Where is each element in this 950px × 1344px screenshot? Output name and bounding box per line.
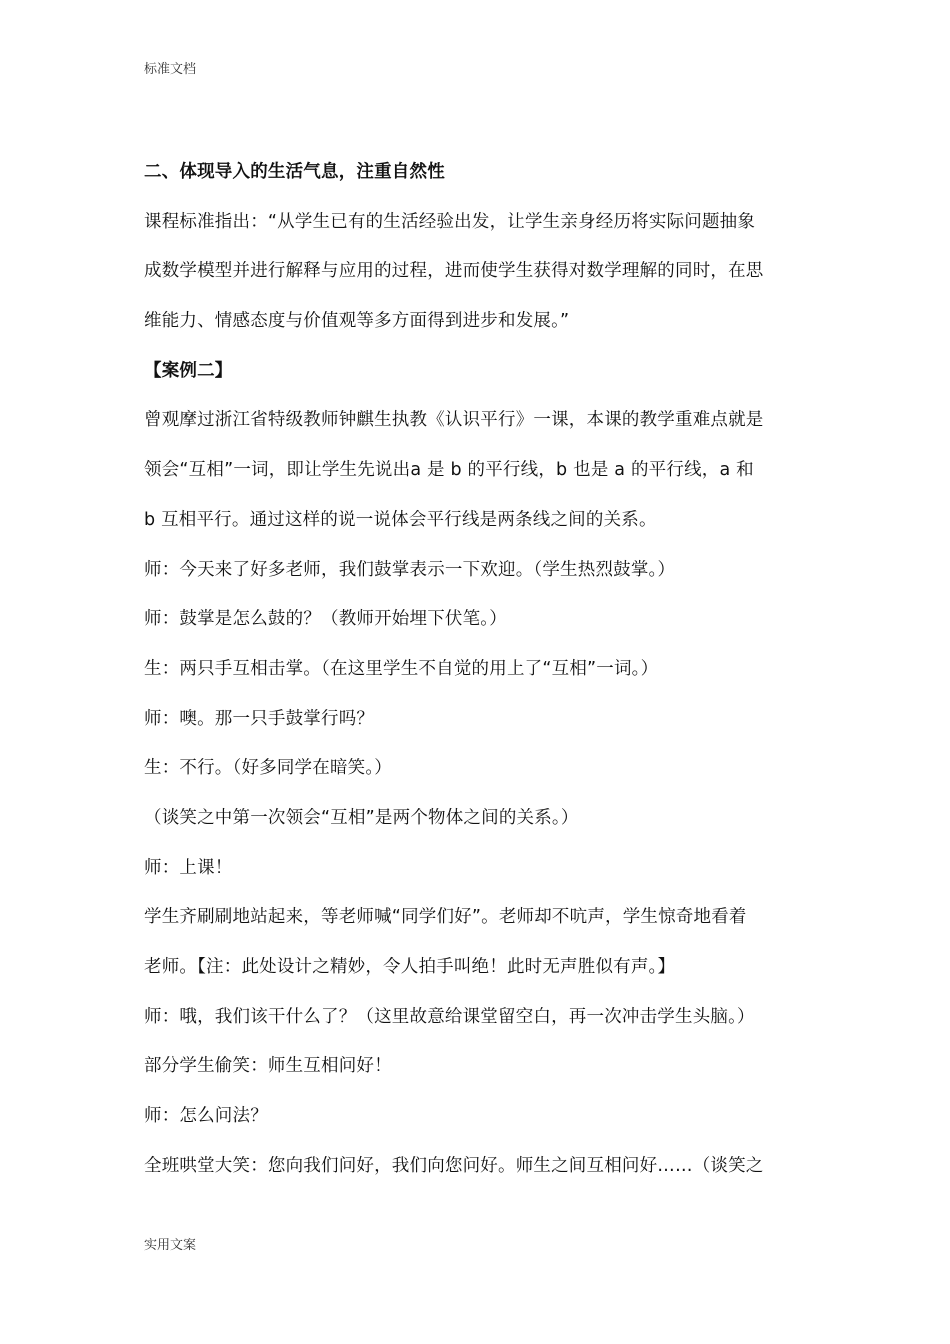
page-footer: 实用文案 [144, 1238, 197, 1253]
case-heading: 【案例二】 [144, 360, 233, 381]
dialogue-line: 师：怎么问法？ [144, 1106, 268, 1127]
page-header: 标准文档 [144, 62, 197, 77]
paragraph-line: 成数学模型并进行解释与应用的过程，进而使学生获得对数学理解的同时，在思 [144, 261, 764, 282]
document-body [144, 148, 816, 1191]
dialogue-line: 师：上课！ [144, 857, 233, 878]
dialogue-line: 生：不行。（好多同学在暗笑。） [144, 758, 392, 779]
dialogue-line: （谈笑之中第一次领会“互相”是两个物体之间的关系。） [144, 807, 579, 828]
paragraph-line: 曾观摩过浙江省特级教师钟麒生执教《认识平行》一课，本课的教学重难点就是 [144, 410, 764, 431]
dialogue-line: 全班哄堂大笑：您向我们问好，我们向您问好。师生之间互相问好……（谈笑之 [144, 1155, 764, 1176]
paragraph-line: 老师。【注：此处设计之精妙，令人拍手叫绝！此时无声胜似有声。】 [144, 957, 676, 977]
dialogue-line: 师：今天来了好多老师，我们鼓掌表示一下欢迎。（学生热烈鼓掌。） [144, 559, 676, 580]
paragraph-line: 课程标准指出：“从学生已有的生活经验出发，让学生亲身经历将实际问题抽象 [144, 211, 756, 232]
paragraph-line: 学生齐刷刷地站起来，等老师喊“同学们好”。老师却不吭声，学生惊奇地看着 [144, 907, 747, 928]
dialogue-line: 生：两只手互相击掌。（在这里学生不自觉的用上了“互相”一词。） [144, 658, 659, 679]
dialogue-line: 师：哦，我们该干什么了？（这里故意给课堂留空白，再一次冲击学生头脑。） [144, 1006, 755, 1027]
paragraph-line: b 互相平行。通过这样的说一说体会平行线是两条线之间的关系。 [144, 509, 657, 530]
dialogue-line: 师：鼓掌是怎么鼓的？（教师开始埋下伏笔。） [144, 609, 507, 630]
section-heading: 二、体现导入的生活气息，注重自然性 [144, 162, 445, 182]
dialogue-line: 部分学生偷笑：师生互相问好！ [144, 1056, 392, 1077]
dialogue-line: 师：噢。那一只手鼓掌行吗？ [144, 708, 375, 729]
paragraph-line: 维能力、情感态度与价值观等多方面得到进步和发展。” [144, 311, 570, 332]
paragraph-line: 领会“互相”一词，即让学生先说出a 是 b 的平行线，b 也是 a 的平行线，a 和 [144, 460, 754, 481]
